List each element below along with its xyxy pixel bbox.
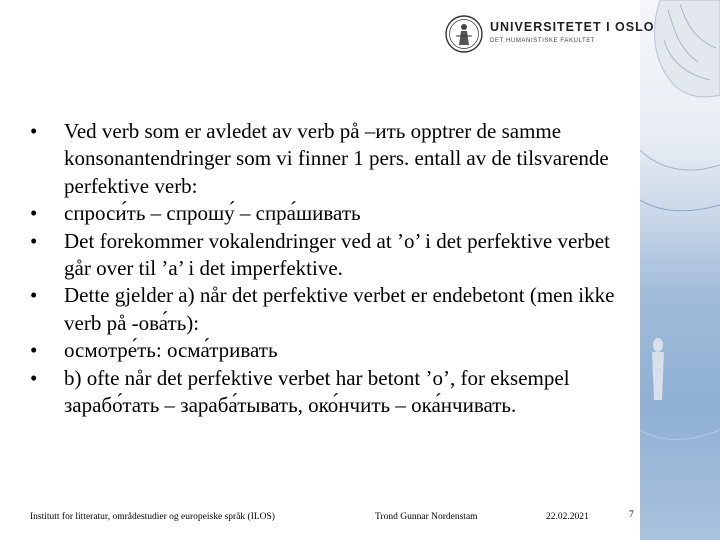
list-item — [30, 282, 635, 337]
list-item-text: b) ofte når det perfektive verbet har betont ’o’, for eksempel зарабо́тать – зараба́тывать, око́нчить – ока́нчивать. — [64, 365, 570, 418]
list-item-text: спроси́ть – спрошу́ – спра́шивать — [64, 201, 361, 226]
bullet-marker: • — [30, 283, 38, 308]
list-item — [30, 337, 635, 364]
list-item — [30, 118, 635, 200]
bullet-marker: • — [30, 119, 38, 143]
bullet-marker: • — [30, 365, 38, 390]
list-item — [30, 200, 635, 227]
university-logo — [444, 14, 655, 56]
page-number: 7 — [629, 510, 634, 520]
footer-author: Trond Gunnar Nordenstam — [375, 512, 478, 522]
bullet-marker: • — [30, 228, 38, 253]
statue-illustration — [640, 0, 720, 540]
list-item — [30, 365, 635, 420]
bullet-marker: • — [30, 201, 38, 226]
list-item-text: Ved verb som er avledet av verb på –ить opptrer de samme konsonantendringer som vi finner 1 pers. entall av de tilsvarende perfektive verb: — [64, 119, 609, 198]
list-item — [30, 228, 635, 283]
list-item-text: Dette gjelder a) når det perfektive verbet er endebetont (men ikke verb på -ова́ть): — [64, 283, 615, 335]
university-seal-icon — [444, 14, 484, 54]
decorative-side-panel — [640, 0, 720, 540]
footer-institute: Institutt for litteratur, områdestudier og europeiske språk (ILOS) — [30, 512, 275, 522]
bullet-list — [30, 118, 635, 419]
list-item-text: Det forekommer vokalendringer ved at ’o’ i det perfektive verbet går over til ’a’ i det imperfektive. — [64, 228, 610, 281]
footer-date: 22.02.2021 — [546, 512, 589, 522]
bullet-marker: • — [30, 338, 38, 363]
logo-subtitle: DET HUMANISTISKE FAKULTET — [490, 38, 596, 44]
logo-title: UNIVERSITETET I OSLO — [490, 20, 655, 34]
list-item-text: осмотре́ть: осма́тривать — [64, 338, 278, 363]
